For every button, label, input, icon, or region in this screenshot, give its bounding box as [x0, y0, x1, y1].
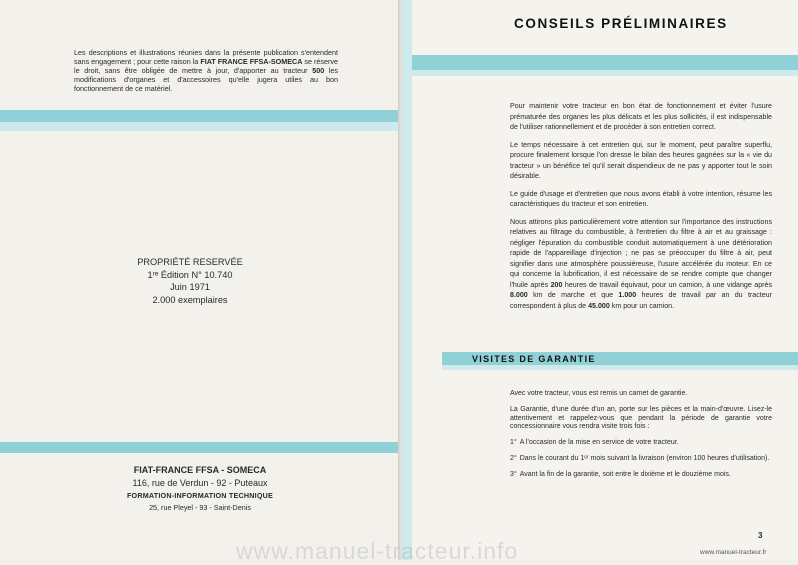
edition-date: Juin 1971	[170, 282, 210, 293]
left-strip	[402, 0, 412, 560]
page-number: 3	[758, 531, 763, 540]
header-teal-band	[402, 55, 798, 70]
left-page	[0, 0, 400, 560]
paragraph-2: Le temps nécessaire à cet entretien qui, sur le moment, peut paraître superflu, procure finalement lorsque l'on dresse le bilan des heures gagnées sur la « vie du tracteur » un bénéfice tel qu'il serait dispendieux de ne pas y apporter tout le soin désirable.	[510, 140, 772, 180]
footer-url[interactable]: www.manuel-tracteur.fr	[700, 549, 767, 556]
department-name: FORMATION-INFORMATION TECHNIQUE	[126, 491, 274, 500]
department-address: 25, rue Pleyel - 93 - Saint-Denis	[149, 503, 251, 512]
paragraph-3: Le guide d'usage et d'entretien que nous avons établi à votre intention, résume les caractéristiques du tracteur et son entretien.	[510, 189, 772, 208]
warranty-visit-1: 1° A l'occasion de la mise en service de votre tracteur.	[510, 439, 679, 447]
edition-block	[120, 256, 260, 306]
top-teal-band	[0, 110, 400, 122]
right-page	[402, 0, 798, 560]
top-teal-band-shade	[0, 122, 400, 131]
property-reserved: PROPRIÉTÉ RESERVÉE	[137, 257, 243, 267]
section-title: VISITES DE GARANTIE	[472, 353, 596, 364]
warranty-visit-2: 2° Dans le courant du 1ᵉʳ mois suivant la livraison (environ 100 heures d'utilisation).	[510, 454, 770, 462]
warranty-visit-3: 3° Avant la fin de la garantie, soit entre le dixième et le douzième mois.	[510, 470, 731, 478]
warranty-para: La Garantie, d'une durée d'un an, porte sur les pièces et la main-d'œuvre. Lisez-le attentivement et rappelez-vous que pendant la période de garantie votre concessionnaire vous rendra visite trois fois :	[510, 405, 772, 431]
print-run: 2.000 exemplaires	[152, 294, 228, 305]
page-title: CONSEILS PRÉLIMINAIRES	[514, 16, 728, 31]
watermark: www.manuel-tracteur.info	[236, 538, 519, 564]
header-teal-shade	[402, 70, 798, 76]
edition-number: 1ʳᵉ Édition N° 10.740	[147, 269, 233, 280]
bottom-teal-band	[0, 442, 400, 453]
advice-body	[510, 101, 772, 318]
warranty-intro: Avec votre tracteur, vous est remis un carnet de garantie.	[510, 390, 688, 397]
section-band-shade	[442, 365, 798, 370]
company-name: FIAT-FRANCE FFSA - SOMECA	[133, 465, 267, 475]
paragraph-4: Nous attirons plus particulièrement votre attention sur l'importance des instructions relatives au filtrage du combustible, à l'entretien du filtre à air et au graissage : négliger l'épuration du combustible conduit automatiquement à une détérioration rapide de l'appareillage d'injection ; ne pas se préoccuper du filtre à air, peut signifier dans une atmosphère poussiéreuse, l'usure accélérée du moteur. En ce qui concerne la lubrification, il est nécessaire de se rendre compte que changer l'huile après 200 heures de travail équivaut, pour un camion, à une vidange après 8.000 km de marche et que 1.000 heures de travail par an du tracteur correspondent à plus de 45.000 km pour un camion.	[510, 217, 772, 310]
publisher-address	[100, 464, 300, 514]
paragraph-1: Pour maintenir votre tracteur en bon état de fonctionnement et éviter l'usure prématurée des organes les plus délicats et les plus sollicités, il est indispensable de l'utiliser rationnellement et de procéder à son entretien correct.	[510, 102, 772, 131]
disclaimer-text: Les descriptions et illustrations réunies dans la présente publication s'entendent sans engagement ; pour cette raison la FIAT FRANCE FFSA-SOMECA se réserve le droit, sans être obligée de mettre à jour, d'apporter au tracteur 500 les modifications d'organes et d'accessoires qu'elle jugera utiles au bon fonctionnement de ce matériel.	[74, 48, 339, 93]
warranty-body	[510, 390, 772, 487]
company-street: 116, rue de Verdun - 92 - Puteaux	[132, 478, 268, 488]
